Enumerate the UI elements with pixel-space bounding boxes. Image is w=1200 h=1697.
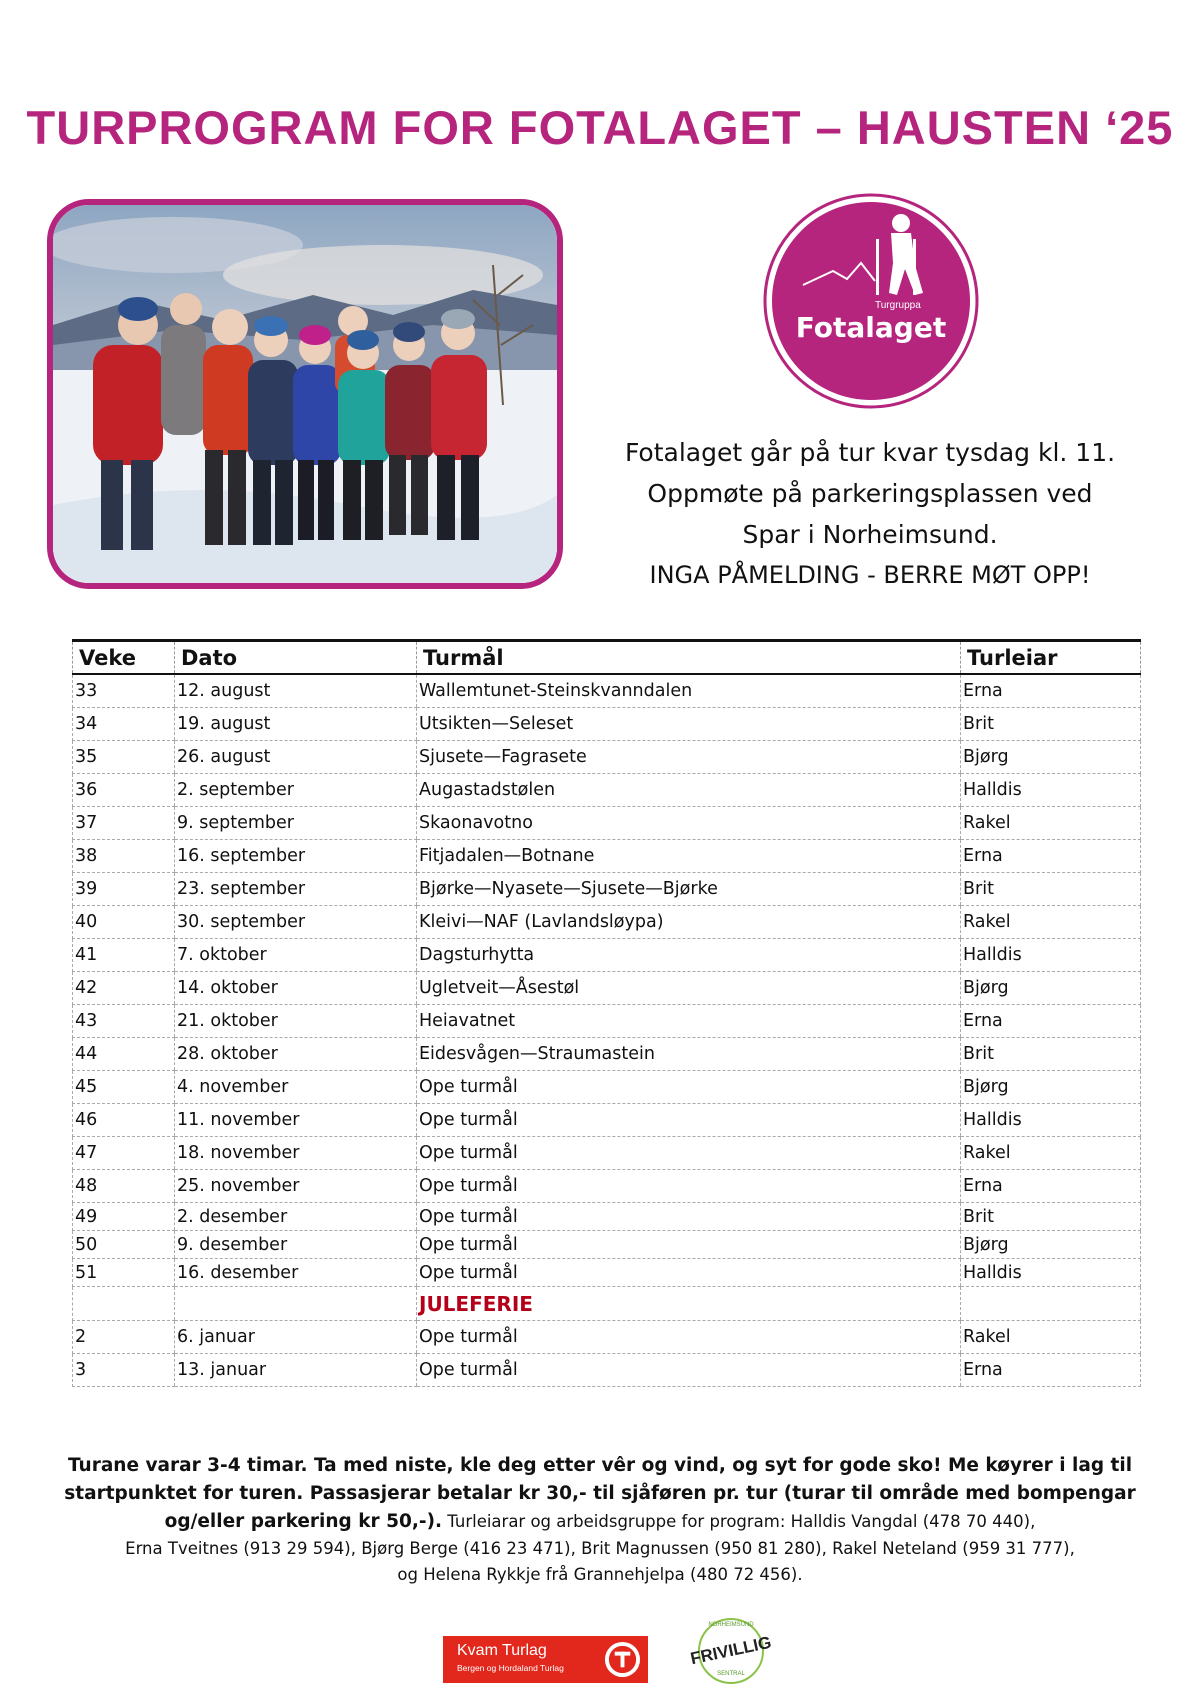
cell-turmal: Skaonavotno [417, 807, 961, 840]
frivillig-text: FRIVILLIG [688, 1632, 774, 1669]
cell-turmal: Ope turmål [417, 1321, 961, 1354]
cell-turmal: Ope turmål [417, 1259, 961, 1287]
intro-line-4: INGA PÅMELDING - BERRE MØT OPP! [649, 561, 1091, 589]
table-row [73, 1354, 1141, 1387]
cell-turleiar: Erna [961, 674, 1141, 708]
cell-turmal: Heiavatnet [417, 1005, 961, 1038]
footer-contact-line-2: Erna Tveitnes (913 29 594), Bjørg Berge (416 23 471), Brit Magnussen (950 81 280), Rakel Neteland (959 31 777), [125, 1539, 1075, 1558]
cell-turleiar: Bjørg [961, 972, 1141, 1005]
table-row [73, 1170, 1141, 1203]
cell-turmal: Kleivi—NAF (Lavlandsløypa) [417, 906, 961, 939]
table-row [73, 1231, 1141, 1259]
footer-info [60, 1452, 1140, 1588]
cell-dato: 30. september [175, 906, 417, 939]
intro-line-1: Fotalaget går på tur kvar tysdag kl. 11. [624, 438, 1116, 467]
cell-veke: 43 [73, 1005, 175, 1038]
cell-veke: 35 [73, 741, 175, 774]
cell-turleiar: Rakel [961, 1137, 1141, 1170]
fotalaget-logo-image [763, 193, 979, 409]
frivillig-sentral-logo [676, 1615, 786, 1687]
cell-dato: 9. september [175, 807, 417, 840]
cell-dato: 25. november [175, 1170, 417, 1203]
table-row [73, 972, 1141, 1005]
cell-turmal: Ugletveit—Åsestøl [417, 972, 961, 1005]
cell-dato: 2. september [175, 774, 417, 807]
cell-dato: 9. desember [175, 1231, 417, 1259]
table-row [73, 1321, 1141, 1354]
cell-turmal: Dagsturhytta [417, 939, 961, 972]
fotalaget-logo [763, 193, 979, 409]
cell-turleiar: Erna [961, 1170, 1141, 1203]
cell-dato: 16. september [175, 840, 417, 873]
table-row [73, 774, 1141, 807]
table-row [73, 939, 1141, 972]
cell-turmal: Bjørke—Nyasete—Sjusete—Bjørke [417, 873, 961, 906]
cell-turleiar: Bjørg [961, 741, 1141, 774]
intro-line-2: Oppmøte på parkeringsplassen ved [647, 479, 1093, 508]
table-row [73, 840, 1141, 873]
cell-turmal: Ope turmål [417, 1203, 961, 1231]
cell-veke: 40 [73, 906, 175, 939]
intro-line-3: Spar i Norheimsund. [742, 520, 998, 549]
table-row [73, 674, 1141, 708]
cell-turmal: Ope turmål [417, 1104, 961, 1137]
cell-dato: 13. januar [175, 1354, 417, 1387]
cell-veke: 37 [73, 807, 175, 840]
table-row-break [73, 1287, 1141, 1321]
cell-turmal: Sjusete—Fagrasete [417, 741, 961, 774]
header-turmal: Turmål [417, 641, 961, 675]
logo-small-text: Turgruppa [875, 300, 921, 311]
group-photo [47, 199, 563, 589]
cell-turmal: Fitjadalen—Botnane [417, 840, 961, 873]
cell-dato: 21. oktober [175, 1005, 417, 1038]
table-row [73, 1137, 1141, 1170]
cell-dato [175, 1287, 417, 1321]
cell-veke: 44 [73, 1038, 175, 1071]
cell-turleiar: Brit [961, 873, 1141, 906]
cell-turleiar: Erna [961, 840, 1141, 873]
kvam-turlag-logo [443, 1636, 648, 1683]
cell-veke: 33 [73, 674, 175, 708]
cell-veke: 36 [73, 774, 175, 807]
cell-dato: 16. desember [175, 1259, 417, 1287]
cell-dato: 19. august [175, 708, 417, 741]
cell-turleiar: Brit [961, 1038, 1141, 1071]
table-row [73, 1259, 1141, 1287]
cell-turleiar: Rakel [961, 1321, 1141, 1354]
cell-turleiar: Halldis [961, 1259, 1141, 1287]
cell-dato: 14. oktober [175, 972, 417, 1005]
table-row [73, 1038, 1141, 1071]
cell-dato: 7. oktober [175, 939, 417, 972]
cell-turleiar: Erna [961, 1354, 1141, 1387]
cell-turleiar: Bjørg [961, 1231, 1141, 1259]
cell-veke: 38 [73, 840, 175, 873]
cell-veke: 39 [73, 873, 175, 906]
cell-veke: 3 [73, 1354, 175, 1387]
cell-turleiar: Rakel [961, 906, 1141, 939]
intro-text [590, 432, 1150, 596]
cell-dato: 6. januar [175, 1321, 417, 1354]
table-header-row [73, 641, 1141, 675]
cell-turmal: Ope turmål [417, 1137, 961, 1170]
cell-veke: 45 [73, 1071, 175, 1104]
cell-turleiar [961, 1287, 1141, 1321]
cell-turmal: Ope turmål [417, 1354, 961, 1387]
cell-turleiar: Halldis [961, 1104, 1141, 1137]
dnt-icon [603, 1640, 642, 1679]
cell-turleiar: Brit [961, 708, 1141, 741]
kvam-turlag-sub: Bergen og Hordaland Turlag [457, 1663, 564, 1673]
cell-turmal: Augastadstølen [417, 774, 961, 807]
group-photo-image [53, 205, 557, 583]
cell-turmal: Ope turmål [417, 1071, 961, 1104]
cell-turleiar: Halldis [961, 774, 1141, 807]
cell-veke: 42 [73, 972, 175, 1005]
cell-dato: 28. oktober [175, 1038, 417, 1071]
header-turleiar: Turleiar [961, 641, 1141, 675]
cell-veke [73, 1287, 175, 1321]
cell-turleiar: Brit [961, 1203, 1141, 1231]
table-row [73, 1203, 1141, 1231]
cell-veke: 49 [73, 1203, 175, 1231]
cell-veke: 47 [73, 1137, 175, 1170]
program-table [72, 639, 1141, 1387]
cell-turmal: Wallemtunet-Steinskvanndalen [417, 674, 961, 708]
juleferie-label: JULEFERIE [417, 1287, 961, 1321]
cell-turleiar: Rakel [961, 807, 1141, 840]
table-row [73, 1104, 1141, 1137]
frivillig-bottom-text: SENTRAL [717, 1671, 745, 1677]
cell-veke: 34 [73, 708, 175, 741]
table-row [73, 906, 1141, 939]
kvam-turlag-name: Kvam Turlag [457, 1642, 547, 1659]
cell-dato: 4. november [175, 1071, 417, 1104]
cell-veke: 2 [73, 1321, 175, 1354]
footer-contact-line-1: Turleiarar og arbeidsgruppe for program: Halldis Vangdal (478 70 440), [442, 1512, 1036, 1531]
cell-turmal: Ope turmål [417, 1231, 961, 1259]
logo-name: Fotalaget [795, 311, 947, 344]
cell-dato: 12. august [175, 674, 417, 708]
table-row [73, 1071, 1141, 1104]
cell-veke: 48 [73, 1170, 175, 1203]
cell-veke: 51 [73, 1259, 175, 1287]
cell-dato: 23. september [175, 873, 417, 906]
table-row [73, 873, 1141, 906]
table-row [73, 807, 1141, 840]
cell-dato: 18. november [175, 1137, 417, 1170]
frivillig-top-text: NORHEIMSUND [708, 1622, 754, 1628]
footer-bold-text: Turane varar 3-4 timar. Ta med niste, kle deg etter vêr og vind, og syt for gode sko! Me køyrer i lag til startpunktet for turen. Passasjerar betalar kr 30,- til sjåføren pr. tur (turar til område med bompengar og/eller parkering kr 50,-). [64, 1455, 1136, 1532]
table-row [73, 1005, 1141, 1038]
page-title: TURPROGRAM FOR FOTALAGET – HAUSTEN ‘25 [26, 101, 1174, 154]
table-row [73, 741, 1141, 774]
cell-turmal: Utsikten—Seleset [417, 708, 961, 741]
cell-veke: 46 [73, 1104, 175, 1137]
cell-dato: 11. november [175, 1104, 417, 1137]
cell-dato: 26. august [175, 741, 417, 774]
table-row [73, 708, 1141, 741]
cell-dato: 2. desember [175, 1203, 417, 1231]
cell-turleiar: Erna [961, 1005, 1141, 1038]
cell-turmal: Ope turmål [417, 1170, 961, 1203]
header-veke: Veke [73, 641, 175, 675]
cell-veke: 41 [73, 939, 175, 972]
cell-veke: 50 [73, 1231, 175, 1259]
footer-paragraph [60, 1452, 1140, 1536]
footer-contact-line-3: og Helena Rykkje frå Grannehjelpa (480 72 456). [397, 1565, 803, 1584]
cell-turleiar: Bjørg [961, 1071, 1141, 1104]
header-dato: Dato [175, 641, 417, 675]
cell-turleiar: Halldis [961, 939, 1141, 972]
cell-turmal: Eidesvågen—Straumastein [417, 1038, 961, 1071]
